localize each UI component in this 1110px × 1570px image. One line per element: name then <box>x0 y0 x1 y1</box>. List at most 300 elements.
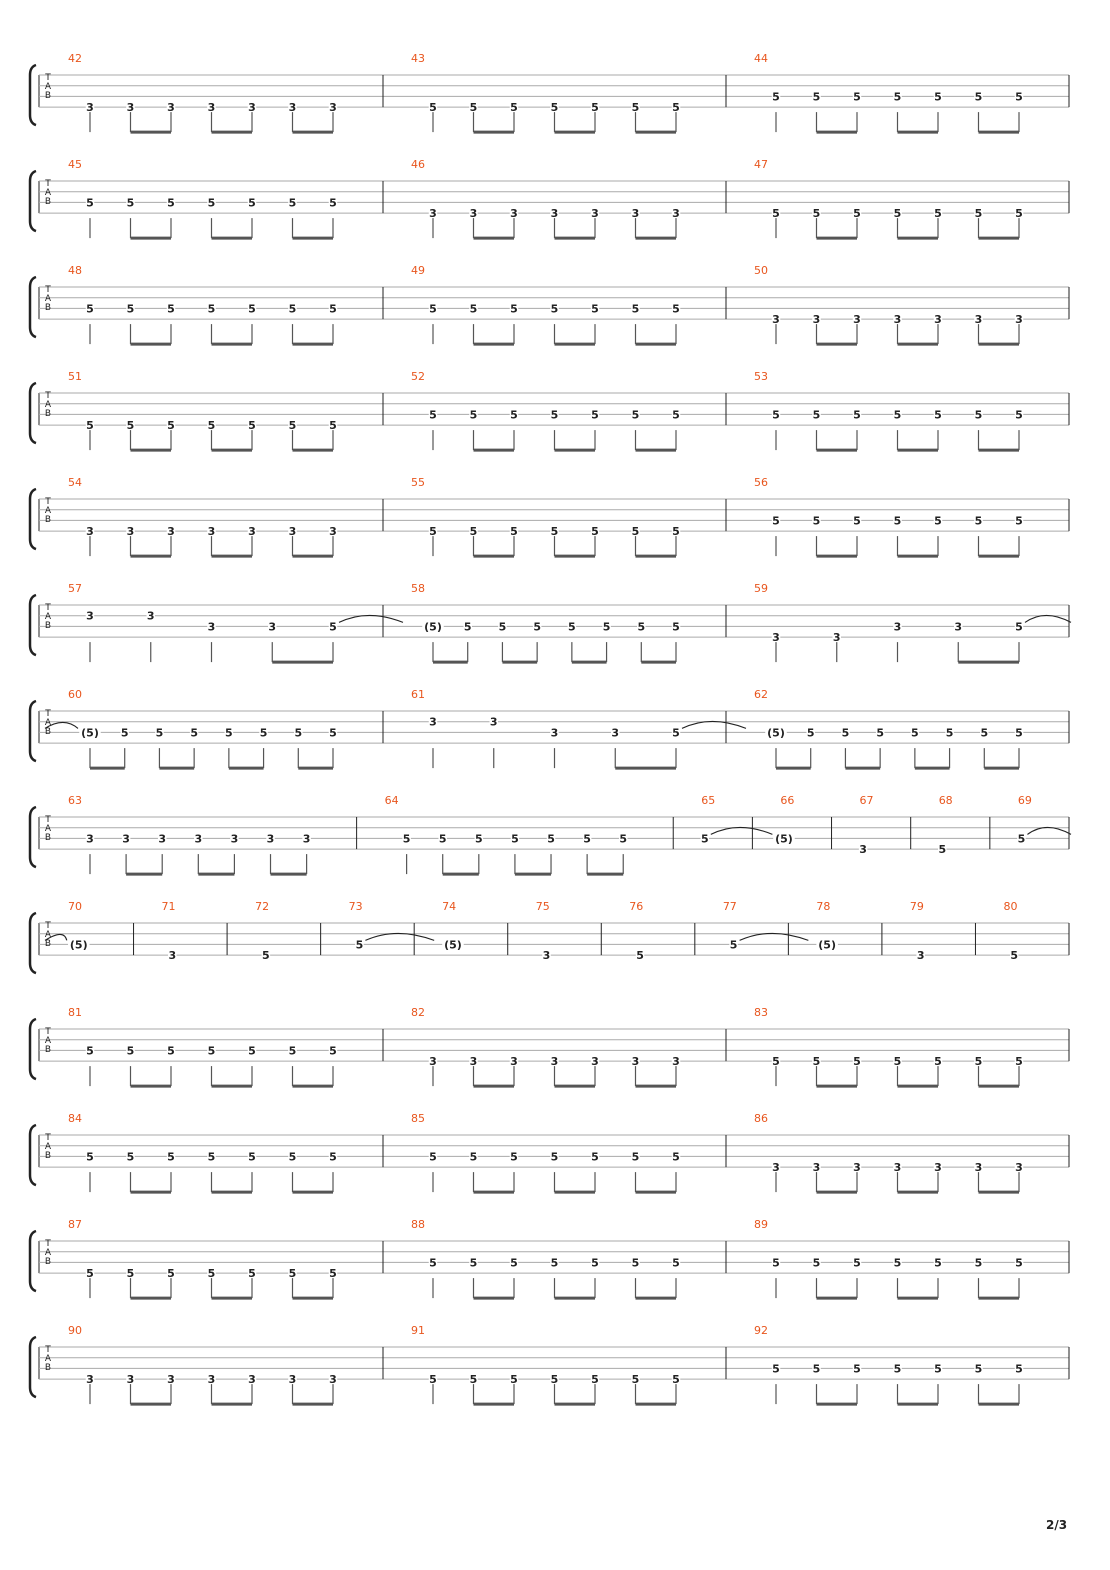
fret-number: 5 <box>469 302 478 316</box>
fret-number: 3 <box>230 832 239 846</box>
fret-number: 5 <box>591 101 599 115</box>
fret-number: 3 <box>268 620 277 634</box>
fret-number: 5 <box>853 1055 861 1069</box>
fret-number: 5 <box>853 408 861 422</box>
measure-number: 78 <box>816 900 831 913</box>
fret-number: 5 <box>934 90 942 104</box>
system-bracket <box>30 489 36 549</box>
fret-number: 3 <box>550 726 559 740</box>
measure-number: 75 <box>535 900 550 913</box>
tab-clef-letter: B <box>44 1151 52 1161</box>
fret-number: 5 <box>533 620 541 634</box>
fret-number: 5 <box>288 302 297 316</box>
fret-number: 5 <box>86 1267 94 1281</box>
fret-number: 5 <box>591 1256 599 1270</box>
tab-clef-letter: B <box>44 939 52 949</box>
fret-number: 3 <box>266 832 275 846</box>
fret-number: 5 <box>1015 514 1023 528</box>
fret-number: 3 <box>974 313 983 327</box>
fret-number: 3 <box>167 101 175 115</box>
system-bracket <box>30 171 36 231</box>
fret-number: 5 <box>438 832 447 846</box>
measure-number: 85 <box>411 1112 425 1125</box>
fret-number: 3 <box>489 715 498 729</box>
fret-number: 5 <box>1015 207 1023 221</box>
tab-clef-letter: T <box>45 1345 51 1355</box>
fret-number: 5 <box>672 1256 680 1270</box>
fret-number: 3 <box>86 609 94 623</box>
tab-clef-letter: B <box>44 1257 52 1267</box>
measure-number: 54 <box>68 476 82 489</box>
tab-clef-letter: T <box>45 603 51 613</box>
fret-number: (5) <box>775 832 793 846</box>
fret-number: 5 <box>636 949 644 963</box>
measure-number: 91 <box>411 1324 425 1337</box>
fret-number: 5 <box>167 1150 175 1164</box>
measure-number: 42 <box>68 52 82 65</box>
fret-number: 3 <box>550 207 559 221</box>
fret-number: 5 <box>1017 832 1026 846</box>
fret-number: (5) <box>767 726 785 740</box>
fret-number: 5 <box>1015 1362 1023 1376</box>
fret-number: 3 <box>86 525 94 539</box>
tab-clef-letter: B <box>44 833 52 843</box>
tab-clef-letter: B <box>44 91 52 101</box>
fret-number: 3 <box>158 832 167 846</box>
fret-number: 5 <box>1015 1055 1023 1069</box>
fret-number: 3 <box>248 1373 256 1387</box>
measure-number: 61 <box>411 688 425 701</box>
fret-number: 3 <box>167 525 175 539</box>
fret-number: 5 <box>126 1044 135 1058</box>
fret-number: 5 <box>1015 408 1023 422</box>
fret-number: 5 <box>772 408 780 422</box>
fret-number: 3 <box>86 1373 94 1387</box>
fret-number: 3 <box>248 101 256 115</box>
measure-number: 60 <box>68 688 82 701</box>
measure-number: 59 <box>754 582 768 595</box>
fret-number: 3 <box>329 101 337 115</box>
tab-clef-letter: T <box>45 497 51 507</box>
tab-clef-letter: A <box>44 294 52 304</box>
measure-number: 68 <box>938 794 953 807</box>
measure-number: 73 <box>348 900 363 913</box>
measure-number: 87 <box>68 1218 82 1231</box>
fret-number: 3 <box>207 525 216 539</box>
fret-number: 3 <box>329 1373 337 1387</box>
fret-number: 3 <box>859 843 867 857</box>
fret-number: 3 <box>893 1161 902 1175</box>
fret-number: 5 <box>568 620 576 634</box>
fret-number: 5 <box>126 1267 135 1281</box>
fret-number: 3 <box>631 207 640 221</box>
fret-number: 3 <box>207 620 216 634</box>
fret-number: 3 <box>934 1161 942 1175</box>
fret-number: 5 <box>853 514 861 528</box>
system-bracket <box>30 701 36 761</box>
fret-number: 5 <box>934 1362 942 1376</box>
fret-number: 5 <box>772 1055 780 1069</box>
fret-number: 3 <box>812 1161 821 1175</box>
fret-number: 5 <box>812 1256 821 1270</box>
fret-number: 3 <box>329 525 337 539</box>
fret-number: 5 <box>207 1150 216 1164</box>
fret-number: 3 <box>207 1373 216 1387</box>
measure-number: 89 <box>754 1218 768 1231</box>
fret-number: 3 <box>207 101 216 115</box>
fret-number: 5 <box>980 726 989 740</box>
fret-number: 3 <box>550 1055 559 1069</box>
fret-number: 5 <box>248 196 256 210</box>
measure-number: 56 <box>754 476 768 489</box>
fret-number: 5 <box>469 1256 478 1270</box>
fret-number: 5 <box>945 726 954 740</box>
fret-number: 5 <box>893 90 902 104</box>
fret-number: 5 <box>329 726 337 740</box>
fret-number: 5 <box>498 620 507 634</box>
fret-number: 5 <box>772 207 780 221</box>
fret-number: 5 <box>248 1150 256 1164</box>
fret-number: 5 <box>550 302 559 316</box>
fret-number: 5 <box>510 1150 518 1164</box>
fret-number: 5 <box>729 938 738 952</box>
fret-number: 5 <box>591 1373 599 1387</box>
fret-number: 5 <box>463 620 472 634</box>
fret-number: 3 <box>302 832 311 846</box>
fret-number: 3 <box>288 525 297 539</box>
fret-number: 3 <box>469 207 478 221</box>
fret-number: 5 <box>812 207 821 221</box>
tab-clef-letter: A <box>44 506 52 516</box>
fret-number: 5 <box>1015 90 1023 104</box>
measure-number: 79 <box>909 900 924 913</box>
fret-number: 5 <box>510 525 518 539</box>
fret-number: 5 <box>329 1267 337 1281</box>
fret-number: 5 <box>631 302 640 316</box>
fret-number: 3 <box>893 620 902 634</box>
fret-number: 5 <box>429 1256 437 1270</box>
tab-clef-letter: A <box>44 1354 52 1364</box>
fret-number: 5 <box>355 938 364 952</box>
fret-number: 5 <box>262 949 270 963</box>
measure-number: 84 <box>68 1112 82 1125</box>
fret-number: 5 <box>672 620 680 634</box>
fret-number: 5 <box>207 419 216 433</box>
fret-number: 3 <box>591 207 599 221</box>
fret-number: 5 <box>288 196 297 210</box>
fret-number: 5 <box>700 832 709 846</box>
tab-clef-letter: T <box>45 1027 51 1037</box>
fret-number: 3 <box>954 620 963 634</box>
fret-number: (5) <box>818 938 836 952</box>
fret-number: 5 <box>550 525 559 539</box>
fret-number: 5 <box>429 101 437 115</box>
fret-number: 5 <box>637 620 646 634</box>
fret-number: (5) <box>444 938 462 952</box>
measure-number: 80 <box>1003 900 1018 913</box>
fret-number: 5 <box>934 207 942 221</box>
tie-arc <box>740 933 809 940</box>
fret-number: 5 <box>126 196 135 210</box>
fret-number: 5 <box>120 726 129 740</box>
fret-number: 5 <box>893 1362 902 1376</box>
fret-number: (5) <box>69 938 88 952</box>
fret-number: 5 <box>126 1150 135 1164</box>
fret-number: 5 <box>631 1256 640 1270</box>
tab-clef-letter: T <box>45 815 51 825</box>
fret-number: 5 <box>511 832 519 846</box>
fret-number: 5 <box>934 1256 942 1270</box>
tie-arc <box>339 615 403 622</box>
system-bracket <box>30 65 36 125</box>
tie-arc <box>1025 615 1071 622</box>
fret-number: 5 <box>772 90 780 104</box>
fret-number: 5 <box>853 1256 861 1270</box>
fret-number: 5 <box>474 832 483 846</box>
fret-number: 3 <box>812 313 821 327</box>
fret-number: 5 <box>772 1362 780 1376</box>
fret-number: 5 <box>893 408 902 422</box>
tab-clef-letter: B <box>44 621 52 631</box>
fret-number: 5 <box>288 1267 297 1281</box>
fret-number: 3 <box>288 1373 297 1387</box>
tab-clef-letter: B <box>44 1363 52 1373</box>
fret-number: 5 <box>329 1044 337 1058</box>
fret-number: (5) <box>424 620 442 634</box>
fret-number: 3 <box>772 631 780 645</box>
fret-number: 5 <box>591 1150 599 1164</box>
measure-number: 65 <box>701 794 716 807</box>
measure-number: 86 <box>754 1112 768 1125</box>
fret-number: 5 <box>510 302 518 316</box>
tab-clef-letter: T <box>45 73 51 83</box>
tab-clef-letter: A <box>44 1248 52 1258</box>
tab-clef-letter: B <box>44 727 52 737</box>
fret-number: 3 <box>429 1055 437 1069</box>
system-bracket <box>30 1231 36 1291</box>
measure-number: 47 <box>754 158 768 171</box>
fret-number: 3 <box>122 832 130 846</box>
fret-number: 5 <box>812 90 821 104</box>
fret-number: 5 <box>974 90 983 104</box>
tab-clef-letter: B <box>44 409 52 419</box>
measure-number: 82 <box>411 1006 425 1019</box>
fret-number: 5 <box>772 514 780 528</box>
measure-number: 70 <box>68 900 82 913</box>
fret-number: 5 <box>631 525 640 539</box>
measure-number: 58 <box>411 582 425 595</box>
fret-number: 5 <box>207 1044 216 1058</box>
fret-number: 5 <box>329 419 337 433</box>
fret-number: 5 <box>812 1055 821 1069</box>
fret-number: 5 <box>853 207 861 221</box>
fret-number: 3 <box>429 715 437 729</box>
fret-number: 5 <box>248 1267 256 1281</box>
fret-number: 5 <box>672 408 680 422</box>
fret-number: 5 <box>86 1150 94 1164</box>
fret-number: 5 <box>1015 620 1023 634</box>
fret-number: 5 <box>893 207 902 221</box>
measure-number: 66 <box>780 794 795 807</box>
measure-number: 46 <box>411 158 425 171</box>
fret-number: 3 <box>146 609 155 623</box>
fret-number: 5 <box>631 1150 640 1164</box>
fret-number: 5 <box>1010 949 1019 963</box>
fret-number: (5) <box>81 726 99 740</box>
fret-number: 5 <box>550 101 559 115</box>
tab-clef-letter: T <box>45 709 51 719</box>
fret-number: 5 <box>853 90 861 104</box>
fret-number: 5 <box>86 419 94 433</box>
fret-number: 3 <box>126 1373 135 1387</box>
fret-number: 5 <box>288 419 297 433</box>
fret-number: 3 <box>510 207 518 221</box>
fret-number: 5 <box>510 408 518 422</box>
measure-number: 74 <box>442 900 457 913</box>
measure-number: 48 <box>68 264 82 277</box>
measure-number: 72 <box>255 900 270 913</box>
measure-number: 67 <box>859 794 874 807</box>
fret-number: 3 <box>832 631 841 645</box>
fret-number: 3 <box>248 525 256 539</box>
measure-number: 71 <box>161 900 176 913</box>
fret-number: 5 <box>672 1150 680 1164</box>
fret-number: 3 <box>1015 313 1023 327</box>
fret-number: 5 <box>469 1150 478 1164</box>
fret-number: 5 <box>550 1256 559 1270</box>
fret-number: 5 <box>547 832 555 846</box>
measure-number: 44 <box>754 52 768 65</box>
fret-number: 5 <box>631 408 640 422</box>
fret-number: 5 <box>1015 726 1023 740</box>
fret-number: 5 <box>550 1150 559 1164</box>
fret-number: 3 <box>126 101 135 115</box>
fret-number: 5 <box>225 726 233 740</box>
tab-clef-letter: A <box>44 400 52 410</box>
system-bracket <box>30 383 36 443</box>
fret-number: 5 <box>329 620 337 634</box>
tab-clef-letter: T <box>45 1239 51 1249</box>
fret-number: 5 <box>550 408 559 422</box>
measure-number: 64 <box>384 794 399 807</box>
system-bracket <box>30 913 36 973</box>
fret-number: 5 <box>429 302 437 316</box>
fret-number: 5 <box>974 514 983 528</box>
fret-number: 5 <box>288 1044 297 1058</box>
measure-number: 57 <box>68 582 82 595</box>
fret-number: 5 <box>974 1362 983 1376</box>
tab-clef-letter: T <box>45 179 51 189</box>
tab-clef-letter: A <box>44 1142 52 1152</box>
fret-number: 5 <box>167 196 175 210</box>
fret-number: 5 <box>631 101 640 115</box>
fret-number: 5 <box>248 302 256 316</box>
fret-number: 3 <box>429 207 437 221</box>
fret-number: 3 <box>510 1055 518 1069</box>
tab-clef-letter: T <box>45 921 51 931</box>
fret-number: 5 <box>938 843 947 857</box>
fret-number: 5 <box>190 726 198 740</box>
fret-number: 5 <box>402 832 411 846</box>
fret-number: 5 <box>167 1267 175 1281</box>
tab-clef-letter: T <box>45 1133 51 1143</box>
fret-number: 5 <box>288 1150 297 1164</box>
fret-number: 5 <box>259 726 268 740</box>
measure-number: 88 <box>411 1218 425 1231</box>
fret-number: 5 <box>207 302 216 316</box>
page-number: 2/3 <box>1046 1518 1068 1532</box>
system-bracket <box>30 1337 36 1397</box>
measure-number: 55 <box>411 476 425 489</box>
fret-number: 5 <box>469 408 478 422</box>
tab-clef-letter: A <box>44 930 52 940</box>
fret-number: 3 <box>934 313 942 327</box>
fret-number: 5 <box>876 726 884 740</box>
system-bracket <box>30 277 36 337</box>
fret-number: 5 <box>974 1256 983 1270</box>
fret-number: 5 <box>772 1256 780 1270</box>
system-bracket <box>30 1019 36 1079</box>
system-bracket <box>30 807 36 867</box>
fret-number: 5 <box>510 101 518 115</box>
fret-number: 5 <box>550 1373 559 1387</box>
tab-clef-letter: A <box>44 612 52 622</box>
fret-number: 3 <box>168 949 177 963</box>
fret-number: 5 <box>510 1373 518 1387</box>
fret-number: 5 <box>429 408 437 422</box>
fret-number: 3 <box>672 207 680 221</box>
fret-number: 3 <box>469 1055 478 1069</box>
fret-number: 5 <box>974 408 983 422</box>
fret-number: 5 <box>1015 1256 1023 1270</box>
fret-number: 5 <box>893 514 902 528</box>
measure-number: 51 <box>68 370 82 383</box>
system-bracket <box>30 1125 36 1185</box>
measure-number: 62 <box>754 688 768 701</box>
measure-number: 50 <box>754 264 768 277</box>
tab-clef-letter: A <box>44 188 52 198</box>
measure-number: 83 <box>754 1006 768 1019</box>
measure-number: 77 <box>722 900 737 913</box>
tab-clef-letter: A <box>44 824 52 834</box>
fret-number: 5 <box>86 196 94 210</box>
fret-number: 5 <box>631 1373 640 1387</box>
tie-arc <box>1027 827 1071 834</box>
fret-number: 5 <box>469 1373 478 1387</box>
tab-clef-letter: B <box>44 1045 52 1055</box>
measure-number: 45 <box>68 158 82 171</box>
fret-number: 5 <box>469 525 478 539</box>
fret-number: 5 <box>812 514 821 528</box>
fret-number: 5 <box>591 302 599 316</box>
tab-clef-letter: B <box>44 303 52 313</box>
fret-number: 3 <box>591 1055 599 1069</box>
fret-number: 5 <box>329 302 337 316</box>
fret-number: 3 <box>772 1161 780 1175</box>
fret-number: 5 <box>329 1150 337 1164</box>
fret-number: 3 <box>672 1055 680 1069</box>
fret-number: 5 <box>672 726 680 740</box>
fret-number: 3 <box>126 525 135 539</box>
fret-number: 5 <box>672 525 680 539</box>
fret-number: 5 <box>934 514 942 528</box>
tab-clef-letter: T <box>45 391 51 401</box>
fret-number: 5 <box>207 196 216 210</box>
measure-number: 90 <box>68 1324 82 1337</box>
measure-number: 92 <box>754 1324 768 1337</box>
fret-number: 5 <box>207 1267 216 1281</box>
tie-arc <box>711 827 773 834</box>
